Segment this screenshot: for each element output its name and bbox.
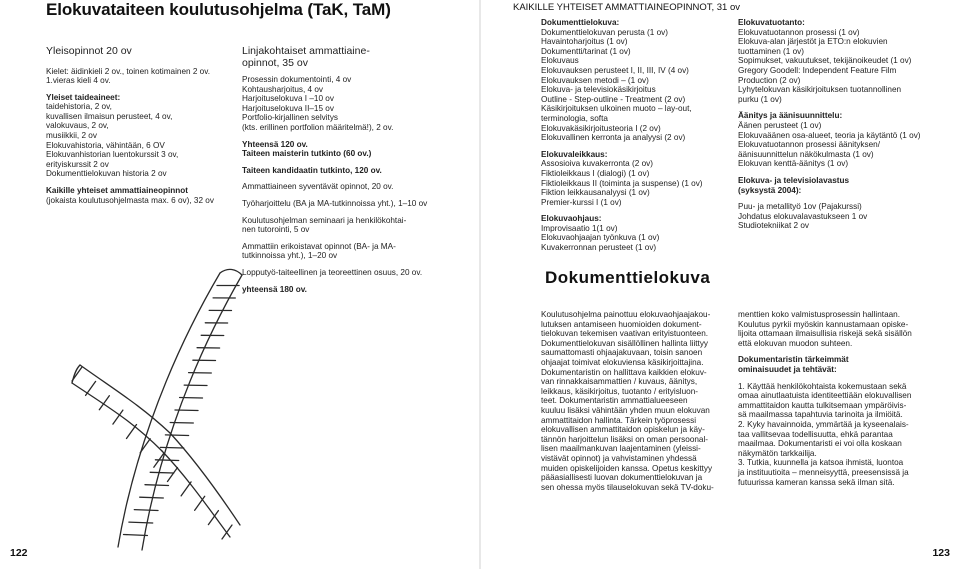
body-text-line: lijoita ottamaan ilmaisullisia riskejä sekä sisällön xyxy=(738,329,912,339)
common-studies-line: Elokuva-alan järjestöt ja ETO:n elokuvien xyxy=(738,37,888,47)
sketch-rung xyxy=(140,497,164,498)
line-specific-line: Ammattiin erikoistavat opinnot (BA- ja MA- xyxy=(242,241,396,251)
general-studies-spacer xyxy=(46,179,214,186)
common-studies-line: Fiktioleikkaus I (dialogi) (1 ov) xyxy=(541,168,650,178)
body-text-line: leikkaus, käsikirjoitus, tuotanto / erityisluon- xyxy=(541,386,698,396)
body-text-line: ja instituutioita – menneisyyttä, preesensissä ja xyxy=(738,467,909,477)
general-studies-subheading: Yleiset taideaineet: xyxy=(46,92,121,102)
body-text-line: että elokuvan muodon suhteen. xyxy=(738,338,853,348)
common-studies-line: Elokuvan kenttä-äänitys (1 ov) xyxy=(738,159,849,169)
sketch-rung xyxy=(180,398,203,399)
common-studies-line: Outline - Step-outline - Treatment (2 ov) xyxy=(541,94,686,104)
common-studies-line: Elokuvauksen metodi – (1 ov) xyxy=(541,75,649,85)
page-number-right: 123 xyxy=(932,547,950,559)
sketch-strip-left-edge xyxy=(118,273,220,547)
general-studies-line: Dokumenttielokuvan historia 2 ov xyxy=(46,169,167,179)
body-text-line: van rinnakkaisammattien / kuvaus, äänitys, xyxy=(541,377,698,387)
line-specific-spacer xyxy=(242,192,427,199)
sketch-rung xyxy=(129,522,153,523)
sketch-cross-rungs xyxy=(72,367,232,539)
common-studies-subheading: Elokuvatuotanto: xyxy=(738,18,805,27)
body-text-line: 1. Käyttää henkilökohtaista kokemustaan sekä xyxy=(738,381,907,391)
common-studies-line: Elokuvaus xyxy=(541,56,579,66)
general-studies-heading: Yleisopinnot 20 ov xyxy=(46,45,132,57)
general-studies-line: Kielet: äidinkieli 2 ov., toinen kotimainen 2 ov. xyxy=(46,66,210,76)
body-text-line: muiden opiskelijoiden kanssa. Opetus keskittyy xyxy=(541,463,713,473)
sketch-cross-rung xyxy=(140,439,150,453)
sketch-rung xyxy=(165,435,188,436)
body-text-line: 2. Kyky havainnoida, ymmärtää ja kyseenalais- xyxy=(738,419,909,429)
general-studies-spacer xyxy=(46,86,214,93)
body-text-line: saumattomasti ohjaajakuvaan, toisin sanoen xyxy=(541,348,703,358)
general-studies-line: kuvallisen ilmaisun perusteet, 4 ov, xyxy=(46,111,173,121)
common-studies-line: Johdatus elokuvalavastukseen 1 ov xyxy=(738,211,868,221)
general-studies-line: valokuvaus, 2 ov, xyxy=(46,121,109,131)
body-text-line: lisen maailmankuvan laajentaminen (yleissi- xyxy=(541,444,701,454)
body-text-line: teet. Dokumentaristin ammattialueeseen xyxy=(541,396,688,406)
body-text-line: ammattitaidon kautta tulkitsemaan ympäröivis- xyxy=(738,400,907,410)
sketch-rung xyxy=(145,485,169,486)
general-studies-line: (jokaista koulutusohjelmasta max. 6 ov), 32 ov xyxy=(46,195,214,205)
body-text-line: vistävät opinnot) ja vahvistaminen yhdessä xyxy=(541,453,697,463)
general-studies-line: musiikkii, 2 ov xyxy=(46,131,97,141)
general-studies-subheading: Kaikille yhteiset ammattiaineopinnot xyxy=(46,186,188,196)
common-studies-line: Dokumentti/tarinat (1 ov) xyxy=(541,46,631,56)
line-specific-line: Harjoituselokuva I –10 ov xyxy=(242,94,334,104)
common-studies-line: Kuvakerronnan perusteet (1 ov) xyxy=(541,243,657,253)
common-studies-line: Elokuvaäänen osa-alueet, teoria ja käytäntö (1 ov) xyxy=(738,130,921,140)
common-studies-line: Sopimukset, vakuutukset, tekijänoikeudet (1 ov) xyxy=(738,56,912,66)
common-studies-line: Production (2 ov) xyxy=(738,75,801,85)
line-specific-heading-1: Linjakohtaiset ammattiaine- xyxy=(242,45,370,57)
documentary-body-column-2 xyxy=(738,310,912,487)
common-studies-line: Lyhytelokuvan käsikirjoituksen tuotannollinen xyxy=(738,85,902,95)
common-studies-column-1 xyxy=(541,18,703,253)
body-text-subheading: Dokumentaristin tärkeimmät xyxy=(738,355,849,365)
common-studies-line: Äänen perusteet (1 ov) xyxy=(738,120,822,130)
common-studies-header: KAIKILLE YHTEISET AMMATTIAINEOPINNOT, 31 ov xyxy=(513,2,741,13)
body-text-line: ammattitaidon hallinta. Tärkein työprosessi xyxy=(541,415,697,425)
body-text-line: tielokuvan tekemisen vaativan erityistuonteen. xyxy=(541,329,709,339)
common-studies-line: terminologia, softa xyxy=(541,113,608,123)
common-studies-line: Havaintoharjoitus (1 ov) xyxy=(541,37,628,47)
body-text-line: lutuksen antamiseen huomioiden dokument- xyxy=(541,319,702,329)
line-specific-line: Ammattiaineen syventävät opinnot, 20 ov. xyxy=(242,182,394,192)
common-studies-line: Elokuvaohjaajan työnkuva (1 ov) xyxy=(541,233,660,243)
sketch-rung xyxy=(170,423,193,424)
common-studies-spacer xyxy=(541,207,703,214)
body-text-line: Koulutusohjelma painottuu elokuvaohjaajakou- xyxy=(541,310,711,319)
line-specific-line: Kohtausharjoitus, 4 ov xyxy=(242,84,324,94)
sketch-cross-rung xyxy=(168,468,178,482)
common-studies-line: Elokuvakäsikirjoitusteoria I (2 ov) xyxy=(541,123,661,133)
sketch-rung xyxy=(175,410,198,411)
common-studies-line: Gregory Goodell: Independent Feature Film xyxy=(738,65,897,75)
body-text-line: sen ohessa myös tilauselokuvan sekä TV-doku- xyxy=(541,482,714,492)
common-studies-line: Dokumenttielokuvan perusta (1 ov) xyxy=(541,27,668,37)
general-studies-line: taidehistoria, 2 ov, xyxy=(46,102,112,112)
line-specific-line: Portfolio-kirjallinen selvitys xyxy=(242,113,339,123)
common-studies-line: Premier-kurssi I (1 ov) xyxy=(541,197,622,207)
line-specific-subheading: yhteensä 180 ov. xyxy=(242,284,307,294)
sketch-cross-rung xyxy=(181,482,191,496)
section-title: Dokumenttielokuva xyxy=(545,268,711,287)
body-text-line: näkymätön tarkkailija. xyxy=(738,448,817,458)
common-studies-line: Elokuvatuotannon prosessi (1 ov) xyxy=(738,27,860,37)
body-text-subheading: ominaisuudet ja tehtävät: xyxy=(738,364,837,374)
common-studies-line: tuottaminen (1 ov) xyxy=(738,46,804,56)
common-studies-line: Fiktion leikkausanalyysi (1 ov) xyxy=(541,188,650,198)
common-studies-line: Elokuvallinen kerronta ja analyysi (2 ov) xyxy=(541,133,686,143)
documentary-body-column-1 xyxy=(541,310,714,492)
sketch-cross-strip-top xyxy=(80,365,170,433)
body-text-line: kuuluu lisäksi vähintään yhden muun elokuvan xyxy=(541,405,710,415)
common-studies-subheading: (syksystä 2004): xyxy=(738,185,802,195)
body-text-line: omaa ainutlaatuista identiteettiään elokuvallisen xyxy=(738,391,912,401)
body-text-spacer xyxy=(738,375,912,382)
common-studies-subheading: Äänitys ja äänisuunnittelu: xyxy=(738,111,843,121)
common-studies-line: Elokuvauksen perusteet I, II, III, IV (4 ov) xyxy=(541,65,689,75)
common-studies-line: Studiotekniikat 2 ov xyxy=(738,221,810,231)
sketch-rung xyxy=(160,447,183,448)
line-specific-subheading: Yhteensä 120 ov. xyxy=(242,139,308,149)
body-text-line: 3. Tutkia, kuunnella ja katsoa ihmistä, luontoa xyxy=(738,458,904,468)
body-text-line: ohjaajat toimivat elokuviensa käsikirjoittajina. xyxy=(541,357,704,367)
general-studies-list xyxy=(46,67,214,206)
common-studies-spacer xyxy=(541,143,703,150)
body-text-line: elokuvallisen ammattitaidon opiskelun ja käy- xyxy=(541,425,705,435)
line-specific-spacer xyxy=(242,159,427,166)
line-specific-spacer xyxy=(242,235,427,242)
line-specific-subheading: Taiteen maisterin tutkinto (60 ov.) xyxy=(242,149,372,159)
common-studies-line: Improvisaatio 1(1 ov) xyxy=(541,223,618,233)
sketch-cross-rung xyxy=(195,496,205,510)
line-specific-spacer xyxy=(242,175,427,182)
sketch-rung xyxy=(150,472,174,473)
body-text-line: menttien koko valmistusprosessin hallintaan. xyxy=(738,310,901,319)
body-text-line: maailmaa. Dokumentaristi ei voi olla koskaan xyxy=(738,439,902,449)
line-specific-line: tutkinnoissa yht.), 1–20 ov xyxy=(242,251,338,261)
common-studies-spacer xyxy=(738,195,921,202)
body-text-line: sä maailmassa tapahtuvia tarinoita ja ilmiöitä. xyxy=(738,410,903,420)
general-studies-line: erityiskurssit 2 ov xyxy=(46,159,109,169)
common-studies-subheading: Elokuvaohjaus: xyxy=(541,214,602,224)
sketch-cross-rung xyxy=(127,425,137,439)
common-studies-subheading: Elokuva- ja televisiolavastus xyxy=(738,175,850,185)
book-gutter xyxy=(479,0,481,569)
common-studies-line: Elokuvatuotannon prosessi äänityksen/ xyxy=(738,140,881,150)
body-text-spacer xyxy=(738,348,912,355)
body-text-line: Dokumentaristin on hallittava kaikkien elokuv- xyxy=(541,367,707,377)
common-studies-spacer xyxy=(738,169,921,176)
common-studies-line: Assosioiva kuvakerronta (2 ov) xyxy=(541,159,653,169)
pencil-sketch-illustration xyxy=(70,255,270,555)
line-specific-line: (kts. erillinen portfolion määritelmä!), 2 ov. xyxy=(242,122,394,132)
common-studies-column-2 xyxy=(738,18,921,231)
sketch-rung xyxy=(124,535,148,536)
sketch-cross-rung xyxy=(208,511,218,525)
line-specific-line: Prosessin dokumentointi, 4 ov xyxy=(242,75,352,84)
body-text-line: pääasiallisesti luovan dokumenttielokuvan ja xyxy=(541,473,703,483)
common-studies-line: Fiktioleikkaus II (toiminta ja suspense) (1 ov) xyxy=(541,178,703,188)
common-studies-subheading: Elokuvaleikkaus: xyxy=(541,149,608,159)
line-specific-line: Koulutusohjelman seminaari ja henkilökohtai- xyxy=(242,215,407,225)
common-studies-line: Elokuva- ja televisiokäsikirjoitus xyxy=(541,85,656,95)
line-specific-subheading: Taiteen kandidaatin tutkinto, 120 ov. xyxy=(242,165,382,175)
line-specific-spacer xyxy=(242,133,427,140)
sketch-rung xyxy=(134,510,158,511)
sketch-cross-rung xyxy=(86,381,96,395)
body-text-line: tännön harjoittelun lisäksi on oman persoonal- xyxy=(541,434,709,444)
body-text-line: taa vallitsevaa todellisuutta, ehkä parantaa xyxy=(738,429,893,439)
line-specific-line: Harjoituselokuva II–15 ov xyxy=(242,103,334,113)
general-studies-line: Elokuvahistoria, vähintään, 6 OV xyxy=(46,140,165,150)
body-text-line: Koulutus pyrkii myöskin kannustamaan opiske- xyxy=(738,319,909,329)
general-studies-column xyxy=(46,46,214,205)
page-number-left: 122 xyxy=(10,547,28,559)
general-studies-line: Elokuvanhistorian luentokurssit 3 ov, xyxy=(46,150,179,160)
page-title: Elokuvataiteen koulutusohjelma (TaK, TaM) xyxy=(46,0,391,19)
body-text-line: Dokumenttielokuvan sisällöllinen hallinta liittyy xyxy=(541,338,709,348)
general-studies-line: 1.vieras kieli 4 ov. xyxy=(46,76,111,86)
line-specific-line: Lopputyö-taiteellinen ja teoreettinen osuus, 20 ov. xyxy=(242,267,423,277)
body-text-line: futuurissa kameran kanssa sekä ilman sitä. xyxy=(738,477,895,487)
common-studies-line: purku (1 ov) xyxy=(738,94,782,104)
common-studies-line: äänisuunnittelun näkökulmasta (1 ov) xyxy=(738,149,874,159)
common-studies-line: Käsikirjoituksen ulkoinen muoto – lay-out, xyxy=(541,104,692,114)
line-specific-line: nen tutorointi, 5 ov xyxy=(242,225,310,235)
line-specific-line: Työharjoittelu (BA ja MA-tutkinnoissa yht.), 1–10 ov xyxy=(242,198,428,208)
common-studies-line: Puu- ja metallityö 1ov (Pajakurssi) xyxy=(738,202,862,212)
line-specific-heading-2: opinnot, 35 ov xyxy=(242,56,308,69)
common-studies-subheading: Dokumenttielokuva: xyxy=(541,18,620,27)
sketch-strip-right-edge xyxy=(142,275,242,550)
line-specific-spacer xyxy=(242,209,427,216)
